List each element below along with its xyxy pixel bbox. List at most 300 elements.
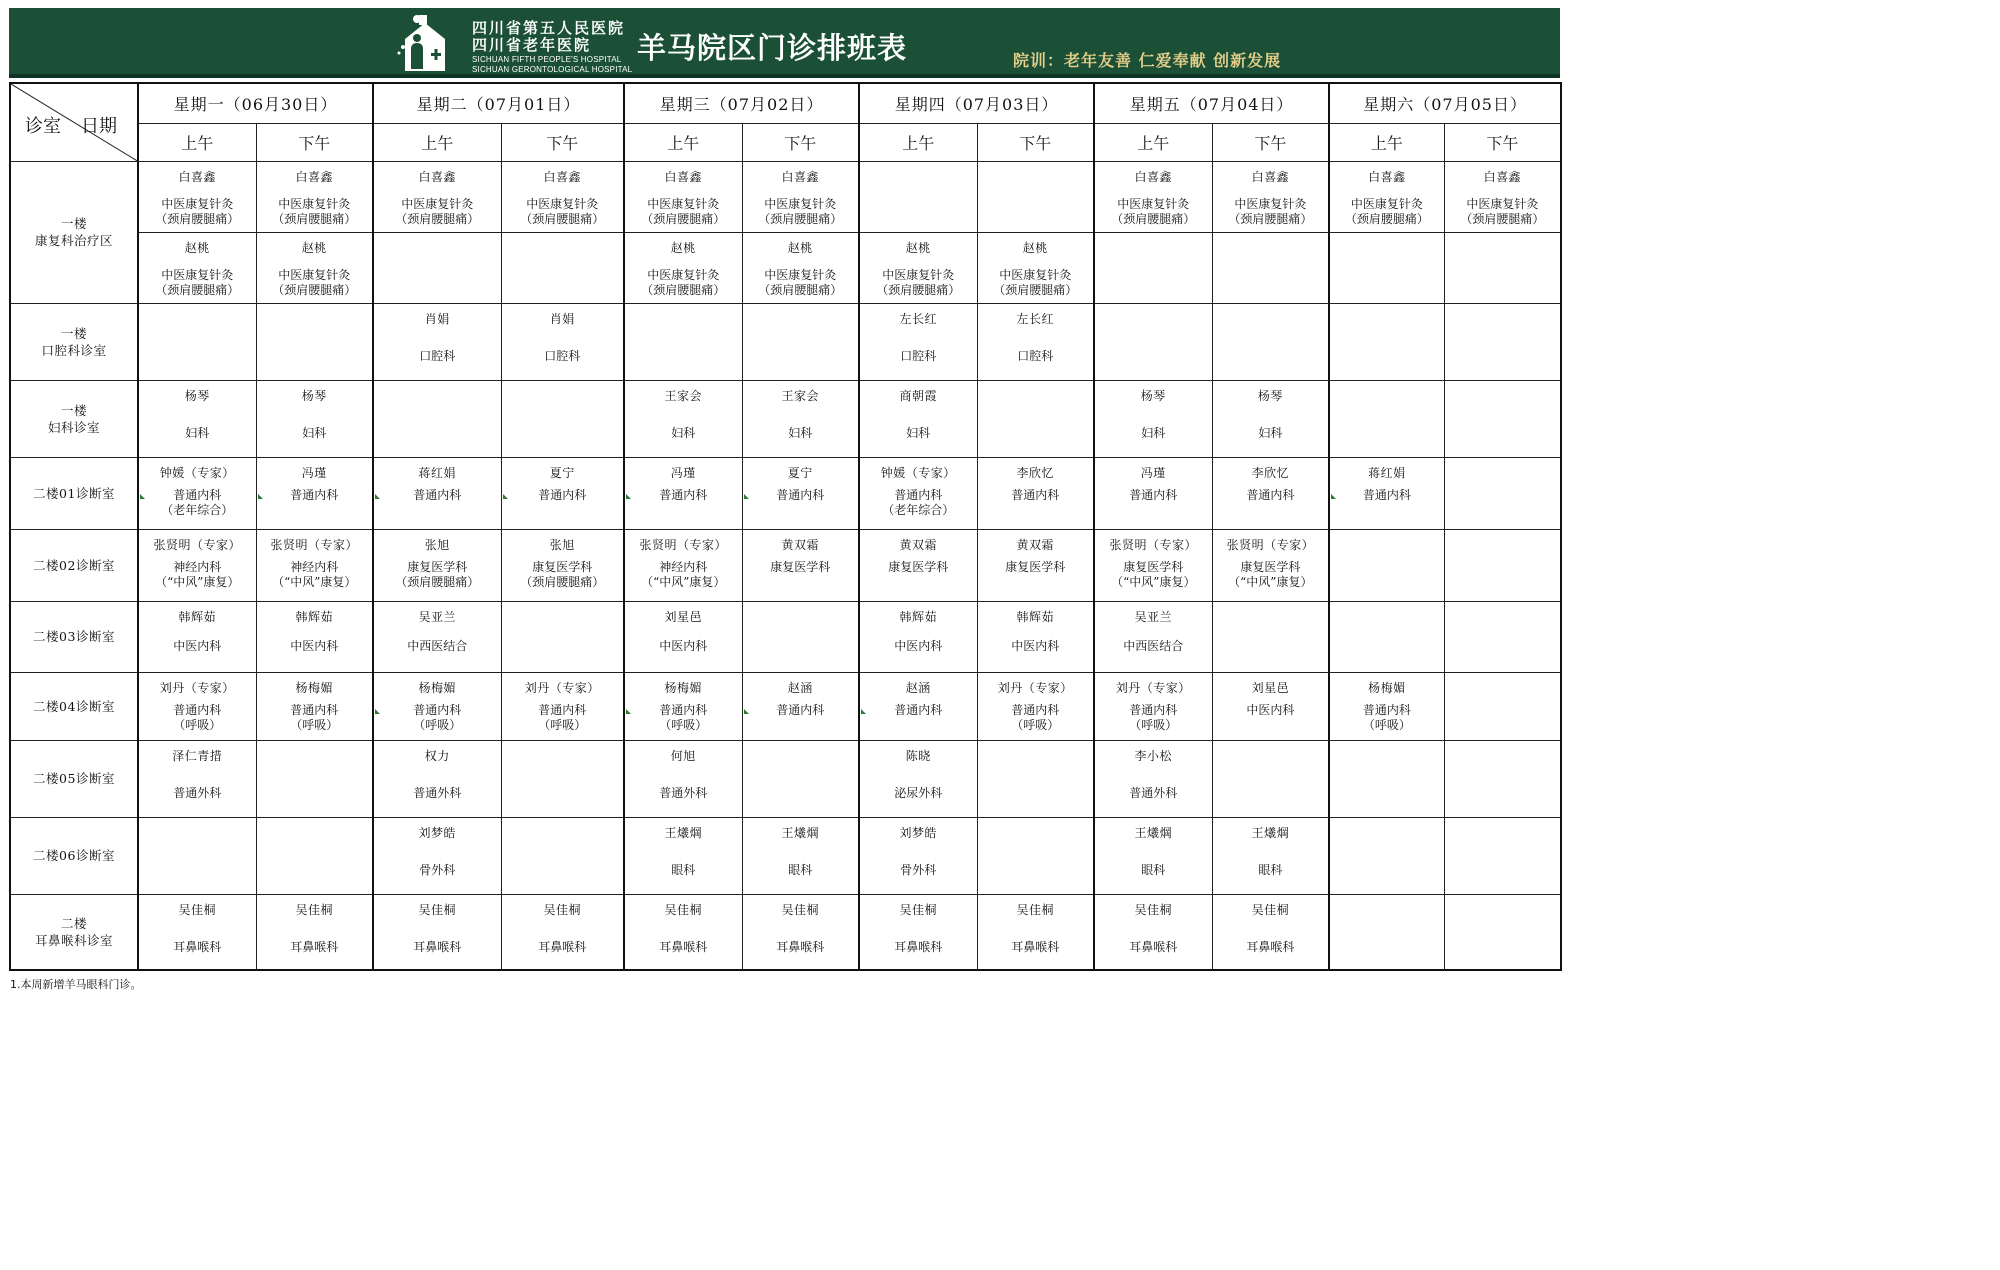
department: 耳鼻喉科 (1011, 939, 1060, 954)
schedule-cell (1212, 380, 1329, 457)
doctor-name: 刘梦皓 (899, 825, 938, 840)
doctor-name: 吴佳桐 (1251, 902, 1290, 917)
department: 中医康复针灸 (647, 196, 720, 211)
doctor-name: 王爔焵 (664, 825, 703, 840)
doctor-name: 吴亚兰 (1134, 609, 1173, 624)
doctor-name: 刘丹（专家） (159, 680, 235, 695)
doctor-name (1095, 312, 1212, 327)
footnote: 1.本周新增羊马眼科门诊。 (10, 978, 142, 991)
department: 口腔科 (1017, 348, 1054, 363)
department: 口腔科 (900, 348, 937, 363)
doctor-name: 王家会 (781, 388, 820, 403)
schedule-cell (1212, 894, 1329, 970)
department: 耳鼻喉科 (1129, 939, 1178, 954)
department: 普通内科 (290, 487, 339, 502)
schedule-cell (1094, 601, 1212, 672)
schedule-cell (256, 740, 373, 817)
schedule-cell (1212, 601, 1329, 672)
schedule-cell (977, 457, 1094, 529)
room-name: 二楼04诊断室 (33, 698, 115, 714)
schedule-cell (1094, 894, 1212, 970)
schedule-cell (624, 529, 742, 601)
doctor-name (1445, 681, 1561, 696)
doctor-name: 杨琴 (1257, 388, 1283, 403)
schedule-cell (742, 894, 859, 970)
schedule-cell (138, 529, 256, 601)
doctor-name (1445, 826, 1561, 841)
schedule-cell (624, 457, 742, 529)
morning-header: 上午 (1094, 123, 1212, 161)
schedule-cell (138, 232, 256, 303)
corner-date-label: 日期 (81, 116, 117, 137)
schedule-cell (1212, 740, 1329, 817)
department: 普通外科 (659, 785, 708, 800)
schedule-cell (977, 601, 1094, 672)
department: 中医内科 (894, 638, 943, 653)
schedule-cell (742, 457, 859, 529)
room-floor: 一楼 (60, 402, 87, 418)
schedule-cell (501, 161, 624, 232)
doctor-name: 商朝霞 (899, 388, 938, 403)
schedule-cell (1329, 601, 1444, 672)
doctor-name: 吴佳桐 (178, 902, 216, 917)
department: 中西医结合 (1123, 638, 1184, 653)
schedule-cell (1212, 303, 1329, 380)
corner-marker-icon (744, 709, 749, 714)
schedule-cell (1329, 672, 1444, 740)
department-note: （呼吸） (1129, 717, 1178, 732)
schedule-cell (1444, 303, 1561, 380)
department: 康复医学科 (1240, 559, 1301, 574)
doctor-name: 张旭 (549, 537, 575, 552)
department-note: （呼吸） (538, 717, 587, 732)
schedule-cell (1444, 817, 1561, 894)
doctor-name (978, 389, 1094, 404)
schedule-cell (624, 740, 742, 817)
doctor-name: 吴佳桐 (664, 902, 703, 917)
day-header: 星期五（07月04日） (1094, 83, 1329, 123)
schedule-cell (1329, 817, 1444, 894)
department: 普通内科 (413, 702, 462, 717)
schedule-cell (138, 672, 256, 740)
schedule-cell (624, 601, 742, 672)
afternoon-header: 下午 (1444, 123, 1561, 161)
doctor-name (1330, 389, 1444, 404)
schedule-cell (373, 303, 501, 380)
schedule-row (10, 303, 1561, 380)
doctor-name: 张贤明（专家） (1226, 537, 1315, 552)
schedule-cell (501, 529, 624, 601)
doctor-name: 何旭 (670, 748, 696, 763)
morning-header: 上午 (373, 123, 501, 161)
schedule-cell (1212, 672, 1329, 740)
doctor-name: 韩辉茹 (899, 609, 938, 624)
schedule-cell (256, 672, 373, 740)
doctor-name (1445, 610, 1561, 625)
schedule-row (10, 457, 1561, 529)
corner-marker-icon (861, 709, 866, 714)
schedule-cell (1444, 529, 1561, 601)
doctor-name: 左长红 (899, 311, 938, 326)
department: 普通内科 (1246, 487, 1295, 502)
schedule-cell (1329, 161, 1444, 232)
schedule-cell (1094, 817, 1212, 894)
doctor-name (978, 170, 1094, 185)
department-note: （颈肩腰腿痛） (758, 211, 843, 226)
department-note: （颈肩腰腿痛） (395, 211, 480, 226)
doctor-name: 刘星邑 (1251, 680, 1290, 695)
doctor-name: 吴佳桐 (418, 902, 457, 917)
schedule-cell (1329, 380, 1444, 457)
doctor-name: 泽仁青措 (172, 748, 223, 763)
room-name: 二楼01诊断室 (33, 485, 115, 501)
doctor-name: 张贤明（专家） (1109, 537, 1198, 552)
doctor-name: 李小松 (1134, 748, 1173, 763)
schedule-cell (742, 601, 859, 672)
doctor-name: 黄双霜 (781, 537, 820, 552)
room-label (10, 817, 138, 894)
department: 中医康复针灸 (764, 267, 837, 282)
schedule-cell (373, 601, 501, 672)
department: 口腔科 (419, 348, 456, 363)
doctor-name (502, 389, 624, 404)
doctor-name: 杨梅媚 (418, 680, 457, 695)
schedule-cell (138, 817, 256, 894)
schedule-cell (624, 161, 742, 232)
doctor-name: 白喜鑫 (1134, 169, 1173, 184)
morning-header: 上午 (624, 123, 742, 161)
schedule-cell (1444, 457, 1561, 529)
room-label (10, 457, 138, 529)
department: 普通外科 (173, 785, 222, 800)
corner-marker-icon (744, 494, 749, 499)
doctor-name: 刘星邑 (664, 609, 703, 624)
schedule-cell (1329, 457, 1444, 529)
room-floor: 二楼 (60, 915, 87, 931)
schedule-cell (1212, 817, 1329, 894)
room-name: 口腔科诊室 (41, 342, 107, 358)
schedule-cell (742, 380, 859, 457)
schedule-cell (256, 601, 373, 672)
hospital-logo-icon (395, 13, 461, 75)
department-note: （颈肩腰腿痛） (395, 574, 480, 589)
department: 中医康复针灸 (161, 196, 234, 211)
schedule-cell (859, 303, 977, 380)
department: 中医康复针灸 (401, 196, 474, 211)
doctor-name (1445, 312, 1561, 327)
schedule-cell (1329, 232, 1444, 303)
schedule-cell (624, 303, 742, 380)
department: 神经内科 (659, 559, 708, 574)
schedule-cell (977, 232, 1094, 303)
doctor-name (139, 826, 256, 841)
schedule-cell (859, 817, 977, 894)
schedule-cell (373, 817, 501, 894)
hospital-name-cn-1: 四川省第五人民医院 (472, 19, 626, 37)
doctor-name: 赵桃 (301, 240, 327, 255)
doctor-name (860, 170, 977, 185)
doctor-name (1445, 466, 1561, 481)
schedule-cell (1329, 529, 1444, 601)
afternoon-header: 下午 (501, 123, 624, 161)
department-note: （“中风”康复） (1111, 574, 1196, 589)
schedule-cell (256, 817, 373, 894)
schedule-cell (859, 894, 977, 970)
schedule-cell (373, 457, 501, 529)
department-note: （呼吸） (290, 717, 339, 732)
department: 中医康复针灸 (1234, 196, 1307, 211)
afternoon-header: 下午 (256, 123, 373, 161)
doctor-name (1330, 903, 1444, 918)
doctor-name (1445, 903, 1561, 918)
department: 中医康复针灸 (882, 267, 955, 282)
schedule-cell (501, 601, 624, 672)
schedule-cell (501, 303, 624, 380)
doctor-name (1330, 749, 1444, 764)
doctor-name (625, 312, 742, 327)
schedule-cell (977, 161, 1094, 232)
doctor-name: 白喜鑫 (781, 169, 820, 184)
schedule-cell (742, 232, 859, 303)
doctor-name (1330, 241, 1444, 256)
doctor-name (257, 749, 373, 764)
doctor-name (743, 610, 859, 625)
schedule-cell (373, 672, 501, 740)
schedule-row (10, 894, 1561, 970)
department-note: （呼吸） (173, 717, 222, 732)
department: 中医康复针灸 (764, 196, 837, 211)
department: 普通外科 (413, 785, 462, 800)
schedule-cell (256, 457, 373, 529)
schedule-cell (742, 529, 859, 601)
schedule-row (10, 161, 1561, 232)
schedule-cell (501, 380, 624, 457)
room-label (10, 672, 138, 740)
department: 耳鼻喉科 (776, 939, 825, 954)
department: 普通内科 (1362, 702, 1411, 717)
doctor-name (502, 610, 624, 625)
morning-header: 上午 (1329, 123, 1444, 161)
department: 中医内科 (290, 638, 339, 653)
doctor-name: 张贤明（专家） (270, 537, 359, 552)
department: 普通内科 (1129, 487, 1178, 502)
doctor-name: 王爔焵 (781, 825, 820, 840)
doctor-name: 王爔焵 (1134, 825, 1173, 840)
department-note: （颈肩腰腿痛） (1460, 211, 1545, 226)
schedule-cell (138, 303, 256, 380)
doctor-name: 白喜鑫 (178, 169, 216, 184)
department: 中医康复针灸 (161, 267, 234, 282)
morning-header: 上午 (859, 123, 977, 161)
day-header: 星期一（06月30日） (138, 83, 373, 123)
department-note: （老年综合） (882, 502, 955, 517)
doctor-name: 赵桃 (787, 240, 813, 255)
department: 中医内科 (1246, 702, 1295, 717)
doctor-name: 陈晓 (905, 748, 931, 763)
department: 普通内科 (1362, 487, 1411, 502)
schedule-table (9, 82, 1562, 971)
schedule-cell (859, 740, 977, 817)
department-note: （颈肩腰腿痛） (272, 211, 357, 226)
doctor-name: 白喜鑫 (543, 169, 582, 184)
department-note: （颈肩腰腿痛） (993, 282, 1078, 297)
department-note: （呼吸） (413, 717, 462, 732)
department: 中医康复针灸 (1117, 196, 1190, 211)
doctor-name: 蒋红娟 (418, 465, 457, 480)
room-floor: 一楼 (60, 325, 87, 341)
schedule-cell (859, 457, 977, 529)
schedule-cell (859, 529, 977, 601)
room-label (10, 303, 138, 380)
doctor-name: 吴佳桐 (1016, 902, 1055, 917)
department-note: （呼吸） (659, 717, 708, 732)
department: 耳鼻喉科 (290, 939, 339, 954)
doctor-name: 吴佳桐 (899, 902, 938, 917)
doctor-name: 张旭 (424, 537, 450, 552)
page-title: 羊马院区门诊排班表 (637, 31, 908, 65)
department-note: （“中风”康复） (155, 574, 240, 589)
doctor-name: 白喜鑫 (1483, 169, 1522, 184)
doctor-name: 刘梦皓 (418, 825, 457, 840)
department: 普通内科 (413, 487, 462, 502)
doctor-name: 肖娟 (549, 311, 575, 326)
corner-header (10, 83, 138, 161)
doctor-name: 钟媛（专家） (159, 465, 235, 480)
schedule-cell (1329, 740, 1444, 817)
doctor-name: 赵桃 (184, 240, 210, 255)
department: 耳鼻喉科 (413, 939, 462, 954)
room-name: 二楼05诊断室 (33, 771, 115, 786)
department: 眼科 (788, 862, 813, 877)
department: 普通内科 (173, 702, 222, 717)
doctor-name: 冯瑾 (1140, 465, 1166, 480)
department: 妇科 (906, 425, 931, 440)
doctor-name: 吴佳桐 (295, 902, 334, 917)
department: 妇科 (302, 425, 327, 440)
doctor-name (1213, 610, 1329, 625)
department: 康复医学科 (888, 559, 949, 574)
department: 中医内科 (659, 638, 708, 653)
room-name: 二楼03诊断室 (33, 629, 115, 644)
doctor-name: 杨梅媚 (664, 680, 703, 695)
department: 眼科 (671, 862, 696, 877)
schedule-cell (1329, 894, 1444, 970)
schedule-cell (624, 817, 742, 894)
department: 普通内科 (1011, 702, 1060, 717)
schedule-cell (742, 303, 859, 380)
department: 中医康复针灸 (278, 196, 351, 211)
department: 耳鼻喉科 (173, 939, 222, 954)
doctor-name: 杨梅媚 (1368, 680, 1406, 695)
department: 中西医结合 (407, 638, 468, 653)
doctor-name (1445, 538, 1561, 553)
schedule-cell (1444, 232, 1561, 303)
doctor-name: 赵涵 (905, 680, 931, 695)
department: 耳鼻喉科 (1246, 939, 1295, 954)
department: 耳鼻喉科 (894, 939, 943, 954)
schedule-cell (373, 529, 501, 601)
hospital-name-en-2: SICHUAN GERONTOLOGICAL HOSPITAL (472, 65, 633, 74)
department-note: （颈肩腰腿痛） (758, 282, 843, 297)
schedule-cell (373, 232, 501, 303)
room-name: 康复科治疗区 (34, 233, 113, 248)
schedule-cell (1444, 894, 1561, 970)
department-note: （颈肩腰腿痛） (1344, 211, 1429, 226)
schedule-cell (256, 529, 373, 601)
doctor-name (374, 241, 501, 256)
schedule-row (10, 601, 1561, 672)
doctor-name (1095, 241, 1212, 256)
doctor-name: 吴佳桐 (781, 902, 820, 917)
doctor-name (1213, 312, 1329, 327)
schedule-cell (624, 232, 742, 303)
schedule-cell (859, 601, 977, 672)
doctor-name: 夏宁 (787, 465, 813, 480)
hospital-name-cn-2: 四川省老年医院 (472, 36, 592, 54)
schedule-cell (138, 457, 256, 529)
department: 骨外科 (419, 862, 456, 877)
doctor-name (502, 826, 624, 841)
doctor-name (1330, 312, 1444, 327)
department: 妇科 (185, 425, 210, 440)
schedule-cell (1329, 303, 1444, 380)
afternoon-header: 下午 (977, 123, 1094, 161)
department: 普通内科 (538, 702, 587, 717)
schedule-cell (501, 232, 624, 303)
room-floor: 一楼 (60, 216, 87, 231)
doctor-name (1445, 749, 1561, 764)
department: 口腔科 (544, 348, 581, 363)
schedule-cell (373, 380, 501, 457)
corner-marker-icon (626, 709, 631, 714)
department-note: （颈肩腰腿痛） (876, 282, 961, 297)
schedule-cell (1094, 303, 1212, 380)
schedule-cell (1094, 529, 1212, 601)
doctor-name: 李欣忆 (1016, 465, 1055, 480)
corner-marker-icon (626, 494, 631, 499)
doctor-name (502, 241, 624, 256)
department-note: （呼吸） (1362, 717, 1411, 732)
schedule-cell (742, 817, 859, 894)
room-label (10, 740, 138, 817)
room-name: 二楼06诊断室 (33, 848, 115, 863)
schedule-cell (742, 740, 859, 817)
department: 普通内科 (1011, 487, 1060, 502)
department: 神经内科 (173, 559, 222, 574)
department: 眼科 (1141, 862, 1166, 877)
doctor-name (139, 312, 256, 327)
schedule-cell (977, 817, 1094, 894)
schedule-cell (1212, 232, 1329, 303)
doctor-name (1213, 749, 1329, 764)
day-header: 星期四（07月03日） (859, 83, 1094, 123)
schedule-cell (373, 740, 501, 817)
schedule-cell (256, 303, 373, 380)
doctor-name: 吴佳桐 (1134, 902, 1173, 917)
department: 普通内科 (894, 702, 943, 717)
schedule-cell (1094, 672, 1212, 740)
schedule-cell (1094, 232, 1212, 303)
schedule-cell (859, 380, 977, 457)
doctor-name: 冯瑾 (301, 465, 327, 480)
doctor-name: 赵桃 (670, 240, 696, 255)
day-header: 星期六（07月05日） (1329, 83, 1561, 123)
doctor-name: 刘丹（专家） (997, 680, 1073, 695)
schedule-cell (742, 672, 859, 740)
schedule-cell (138, 161, 256, 232)
schedule-cell (1094, 380, 1212, 457)
doctor-name (374, 389, 501, 404)
